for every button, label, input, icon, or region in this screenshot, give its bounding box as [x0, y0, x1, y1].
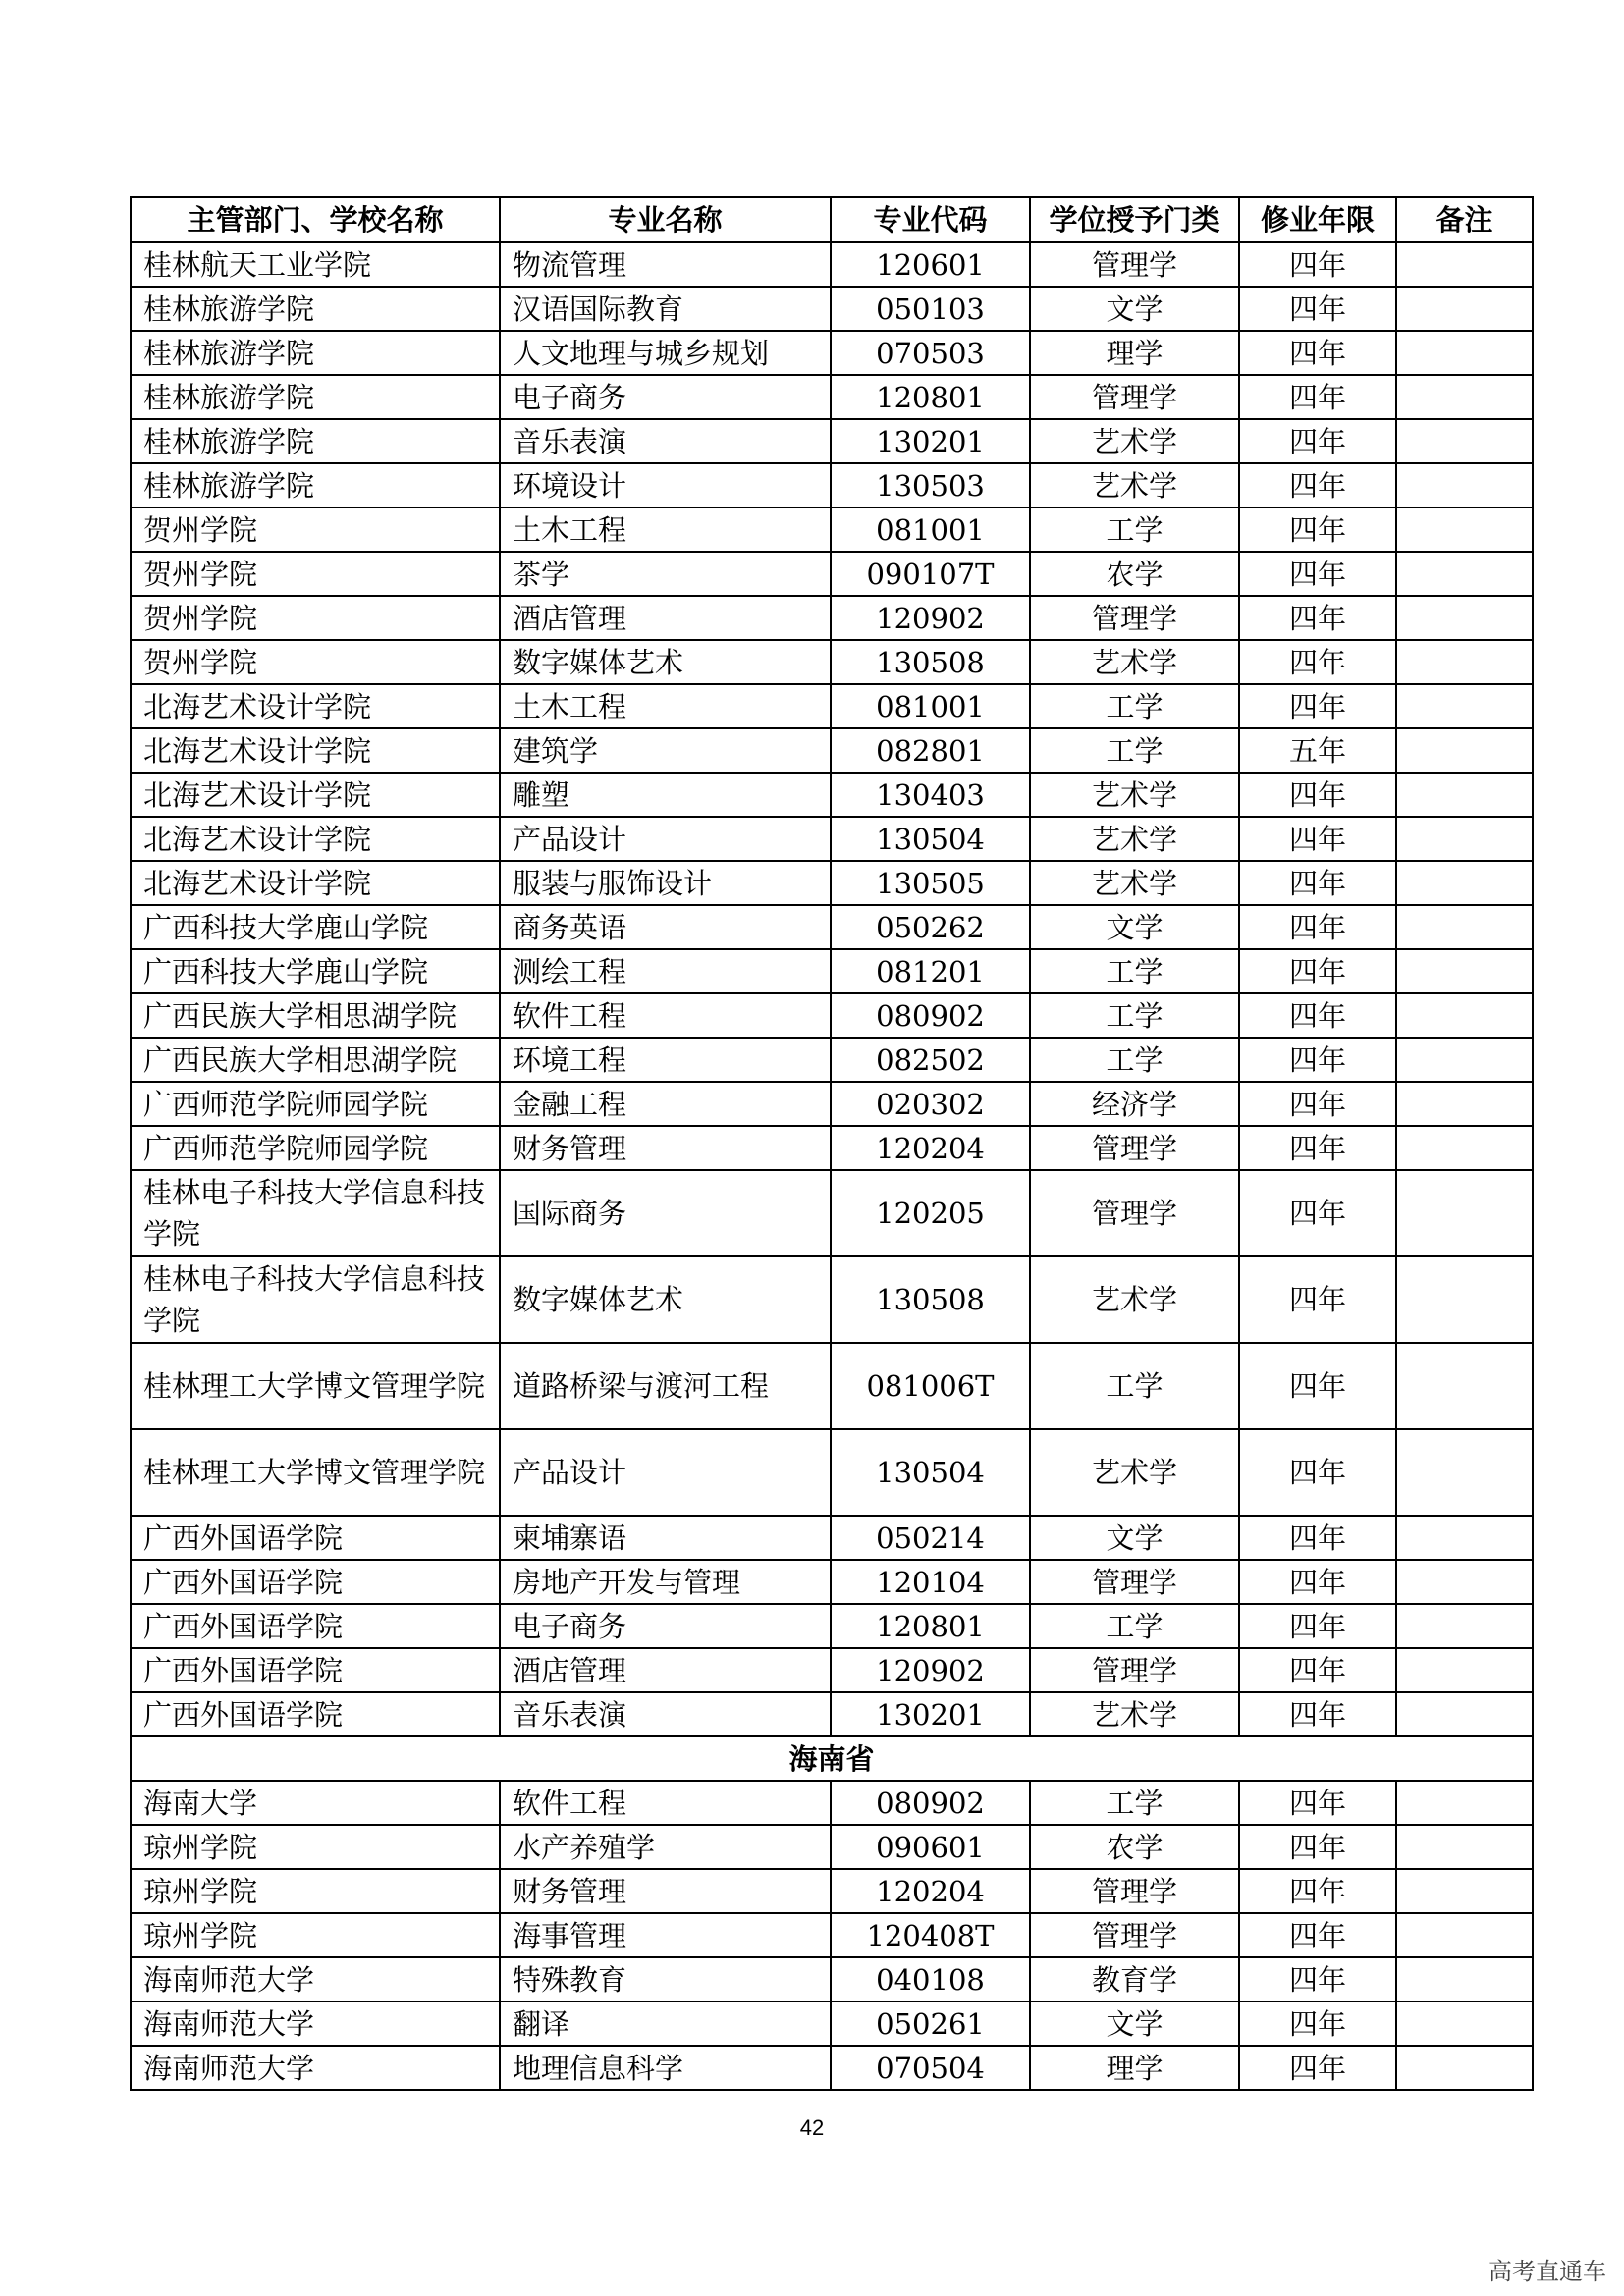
degree-cell: 管理学: [1030, 1648, 1239, 1692]
years-cell: 四年: [1239, 552, 1396, 596]
note-cell: [1396, 507, 1533, 552]
major-cell: 数字媒体艺术: [500, 640, 831, 684]
note-cell: [1396, 1082, 1533, 1126]
note-cell: [1396, 287, 1533, 331]
table-row: [131, 463, 1533, 507]
school-cell: 广西科技大学鹿山学院: [131, 905, 500, 949]
major-cell: 财务管理: [500, 1869, 831, 1913]
years-cell: 四年: [1239, 684, 1396, 728]
years-cell: 四年: [1239, 596, 1396, 640]
school-cell: 北海艺术设计学院: [131, 773, 500, 817]
major-cell: 服装与服饰设计: [500, 861, 831, 905]
table-row: [131, 1869, 1533, 1913]
school-cell: 广西科技大学鹿山学院: [131, 949, 500, 993]
years-cell: 四年: [1239, 1913, 1396, 1957]
major-cell: 国际商务: [500, 1170, 831, 1256]
note-cell: [1396, 1429, 1533, 1516]
major-cell: 电子商务: [500, 375, 831, 419]
code-cell: 050214: [831, 1516, 1030, 1560]
major-cell: 软件工程: [500, 993, 831, 1038]
school-cell: 广西外国语学院: [131, 1560, 500, 1604]
table-row: [131, 507, 1533, 552]
school-cell: 广西外国语学院: [131, 1692, 500, 1736]
major-cell: 金融工程: [500, 1082, 831, 1126]
degree-cell: 文学: [1030, 2002, 1239, 2046]
school-cell: 海南师范大学: [131, 1957, 500, 2002]
years-cell: 四年: [1239, 1038, 1396, 1082]
major-cell: 人文地理与城乡规划: [500, 331, 831, 375]
degree-cell: 经济学: [1030, 1082, 1239, 1126]
school-cell: 广西民族大学相思湖学院: [131, 1038, 500, 1082]
school-cell: 北海艺术设计学院: [131, 684, 500, 728]
years-cell: 四年: [1239, 1869, 1396, 1913]
major-cell: 数字媒体艺术: [500, 1256, 831, 1343]
table-row: [131, 1126, 1533, 1170]
years-cell: 四年: [1239, 861, 1396, 905]
major-cell: 雕塑: [500, 773, 831, 817]
header-degree: 学位授予门类: [1030, 197, 1239, 242]
school-cell: 贺州学院: [131, 552, 500, 596]
degree-cell: 管理学: [1030, 1170, 1239, 1256]
table-row: [131, 2002, 1533, 2046]
years-cell: 四年: [1239, 1692, 1396, 1736]
table-row: [131, 684, 1533, 728]
note-cell: [1396, 773, 1533, 817]
table-row: [131, 993, 1533, 1038]
table-row: [131, 949, 1533, 993]
major-cell: 水产养殖学: [500, 1825, 831, 1869]
degree-cell: 工学: [1030, 993, 1239, 1038]
note-cell: [1396, 331, 1533, 375]
school-cell: 琼州学院: [131, 1825, 500, 1869]
school-cell: 贺州学院: [131, 596, 500, 640]
major-cell: 地理信息科学: [500, 2046, 831, 2090]
table-row: [131, 861, 1533, 905]
code-cell: 120801: [831, 1604, 1030, 1648]
years-cell: 四年: [1239, 2002, 1396, 2046]
note-cell: [1396, 1170, 1533, 1256]
school-cell: 广西民族大学相思湖学院: [131, 993, 500, 1038]
major-cell: 产品设计: [500, 817, 831, 861]
table-row: [131, 419, 1533, 463]
major-cell: 财务管理: [500, 1126, 831, 1170]
header-major: 专业名称: [500, 197, 831, 242]
years-cell: 四年: [1239, 1781, 1396, 1825]
header-row: [131, 197, 1533, 242]
table-row: [131, 1648, 1533, 1692]
degree-cell: 艺术学: [1030, 1692, 1239, 1736]
note-cell: [1396, 419, 1533, 463]
note-cell: [1396, 640, 1533, 684]
degree-cell: 农学: [1030, 1825, 1239, 1869]
table-row: [131, 287, 1533, 331]
years-cell: 四年: [1239, 640, 1396, 684]
code-cell: 081201: [831, 949, 1030, 993]
degree-cell: 工学: [1030, 1781, 1239, 1825]
major-cell: 电子商务: [500, 1604, 831, 1648]
school-cell: 广西外国语学院: [131, 1648, 500, 1692]
table-row: [131, 817, 1533, 861]
school-cell: 琼州学院: [131, 1913, 500, 1957]
table-row: [131, 728, 1533, 773]
school-cell: 桂林旅游学院: [131, 331, 500, 375]
code-cell: 120601: [831, 242, 1030, 287]
code-cell: 130505: [831, 861, 1030, 905]
school-cell: 桂林理工大学博文管理学院: [131, 1429, 500, 1516]
years-cell: 四年: [1239, 993, 1396, 1038]
table-row: [131, 2046, 1533, 2090]
major-cell: 海事管理: [500, 1913, 831, 1957]
degree-cell: 管理学: [1030, 242, 1239, 287]
major-cell: 土木工程: [500, 507, 831, 552]
note-cell: [1396, 242, 1533, 287]
major-cell: 软件工程: [500, 1781, 831, 1825]
degree-cell: 工学: [1030, 1038, 1239, 1082]
code-cell: 050261: [831, 2002, 1030, 2046]
major-cell: 测绘工程: [500, 949, 831, 993]
code-cell: 090107T: [831, 552, 1030, 596]
code-cell: 130508: [831, 1256, 1030, 1343]
years-cell: 四年: [1239, 375, 1396, 419]
table-row: [131, 1825, 1533, 1869]
note-cell: [1396, 552, 1533, 596]
school-cell: 桂林旅游学院: [131, 375, 500, 419]
note-cell: [1396, 1648, 1533, 1692]
school-cell: 贺州学院: [131, 640, 500, 684]
school-cell: 海南师范大学: [131, 2046, 500, 2090]
note-cell: [1396, 1560, 1533, 1604]
note-cell: [1396, 1913, 1533, 1957]
degree-cell: 文学: [1030, 287, 1239, 331]
years-cell: 五年: [1239, 728, 1396, 773]
note-cell: [1396, 684, 1533, 728]
major-cell: 房地产开发与管理: [500, 1560, 831, 1604]
school-cell: 北海艺术设计学院: [131, 861, 500, 905]
code-cell: 130201: [831, 419, 1030, 463]
degree-cell: 艺术学: [1030, 773, 1239, 817]
header-years: 修业年限: [1239, 197, 1396, 242]
years-cell: 四年: [1239, 331, 1396, 375]
code-cell: 050262: [831, 905, 1030, 949]
note-cell: [1396, 1038, 1533, 1082]
years-cell: 四年: [1239, 1256, 1396, 1343]
table-row: [131, 1781, 1533, 1825]
years-cell: 四年: [1239, 1516, 1396, 1560]
header-school: 主管部门、学校名称: [131, 197, 500, 242]
table-row: [131, 1560, 1533, 1604]
major-cell: 特殊教育: [500, 1957, 831, 2002]
code-cell: 130504: [831, 817, 1030, 861]
table-row: [131, 1343, 1533, 1429]
major-cell: 音乐表演: [500, 419, 831, 463]
code-cell: 070504: [831, 2046, 1030, 2090]
header-note: 备注: [1396, 197, 1533, 242]
code-cell: 120104: [831, 1560, 1030, 1604]
school-cell: 桂林旅游学院: [131, 463, 500, 507]
degree-cell: 工学: [1030, 949, 1239, 993]
degree-cell: 管理学: [1030, 375, 1239, 419]
note-cell: [1396, 375, 1533, 419]
years-cell: 四年: [1239, 1957, 1396, 2002]
note-cell: [1396, 1781, 1533, 1825]
table-row: [131, 596, 1533, 640]
major-cell: 柬埔寨语: [500, 1516, 831, 1560]
note-cell: [1396, 817, 1533, 861]
major-cell: 道路桥梁与渡河工程: [500, 1343, 831, 1429]
degree-cell: 艺术学: [1030, 817, 1239, 861]
code-cell: 130403: [831, 773, 1030, 817]
code-cell: 081001: [831, 684, 1030, 728]
years-cell: 四年: [1239, 1082, 1396, 1126]
code-cell: 120408T: [831, 1913, 1030, 1957]
major-cell: 音乐表演: [500, 1692, 831, 1736]
note-cell: [1396, 1126, 1533, 1170]
school-cell: 桂林电子科技大学信息科技学院: [131, 1170, 500, 1256]
code-cell: 120801: [831, 375, 1030, 419]
major-cell: 酒店管理: [500, 596, 831, 640]
degree-cell: 艺术学: [1030, 1256, 1239, 1343]
years-cell: 四年: [1239, 905, 1396, 949]
table-row: [131, 773, 1533, 817]
years-cell: 四年: [1239, 463, 1396, 507]
code-cell: 120205: [831, 1170, 1030, 1256]
table-row: [131, 1516, 1533, 1560]
school-cell: 广西外国语学院: [131, 1604, 500, 1648]
note-cell: [1396, 1256, 1533, 1343]
code-cell: 120204: [831, 1126, 1030, 1170]
years-cell: 四年: [1239, 2046, 1396, 2090]
degree-cell: 管理学: [1030, 1913, 1239, 1957]
note-cell: [1396, 993, 1533, 1038]
years-cell: 四年: [1239, 1560, 1396, 1604]
table-row: [131, 375, 1533, 419]
header-code: 专业代码: [831, 197, 1030, 242]
degree-cell: 艺术学: [1030, 419, 1239, 463]
years-cell: 四年: [1239, 1170, 1396, 1256]
table-row: [131, 331, 1533, 375]
years-cell: 四年: [1239, 1604, 1396, 1648]
table-row: [131, 1429, 1533, 1516]
code-cell: 090601: [831, 1825, 1030, 1869]
code-cell: 081006T: [831, 1343, 1030, 1429]
degree-cell: 工学: [1030, 1343, 1239, 1429]
degree-cell: 管理学: [1030, 1126, 1239, 1170]
major-cell: 翻译: [500, 2002, 831, 2046]
table-row: [131, 905, 1533, 949]
school-cell: 海南大学: [131, 1781, 500, 1825]
table-row: [131, 242, 1533, 287]
section-title: 海南省: [131, 1736, 1533, 1781]
degree-cell: 理学: [1030, 331, 1239, 375]
note-cell: [1396, 1825, 1533, 1869]
code-cell: 020302: [831, 1082, 1030, 1126]
major-cell: 环境工程: [500, 1038, 831, 1082]
degree-cell: 管理学: [1030, 1869, 1239, 1913]
major-cell: 产品设计: [500, 1429, 831, 1516]
degree-cell: 农学: [1030, 552, 1239, 596]
table-row: [131, 1082, 1533, 1126]
degree-cell: 理学: [1030, 2046, 1239, 2090]
years-cell: 四年: [1239, 817, 1396, 861]
major-cell: 物流管理: [500, 242, 831, 287]
years-cell: 四年: [1239, 1126, 1396, 1170]
degree-cell: 艺术学: [1030, 1429, 1239, 1516]
table-row: [131, 1170, 1533, 1256]
school-cell: 贺州学院: [131, 507, 500, 552]
code-cell: 070503: [831, 331, 1030, 375]
degree-cell: 艺术学: [1030, 463, 1239, 507]
code-cell: 082801: [831, 728, 1030, 773]
note-cell: [1396, 949, 1533, 993]
note-cell: [1396, 1516, 1533, 1560]
years-cell: 四年: [1239, 419, 1396, 463]
degree-cell: 文学: [1030, 1516, 1239, 1560]
note-cell: [1396, 1869, 1533, 1913]
note-cell: [1396, 1957, 1533, 2002]
school-cell: 桂林电子科技大学信息科技学院: [131, 1256, 500, 1343]
note-cell: [1396, 1343, 1533, 1429]
years-cell: 四年: [1239, 949, 1396, 993]
note-cell: [1396, 2046, 1533, 2090]
code-cell: 050103: [831, 287, 1030, 331]
code-cell: 130201: [831, 1692, 1030, 1736]
code-cell: 040108: [831, 1957, 1030, 2002]
note-cell: [1396, 596, 1533, 640]
degree-cell: 艺术学: [1030, 861, 1239, 905]
major-cell: 建筑学: [500, 728, 831, 773]
years-cell: 四年: [1239, 1429, 1396, 1516]
major-cell: 环境设计: [500, 463, 831, 507]
major-cell: 土木工程: [500, 684, 831, 728]
degree-cell: 工学: [1030, 728, 1239, 773]
table-row: [131, 1604, 1533, 1648]
major-cell: 汉语国际教育: [500, 287, 831, 331]
school-cell: 桂林旅游学院: [131, 419, 500, 463]
degree-cell: 工学: [1030, 507, 1239, 552]
school-cell: 海南师范大学: [131, 2002, 500, 2046]
degree-cell: 工学: [1030, 1604, 1239, 1648]
school-cell: 桂林理工大学博文管理学院: [131, 1343, 500, 1429]
school-cell: 广西外国语学院: [131, 1516, 500, 1560]
school-cell: 广西师范学院师园学院: [131, 1126, 500, 1170]
note-cell: [1396, 905, 1533, 949]
code-cell: 120204: [831, 1869, 1030, 1913]
years-cell: 四年: [1239, 507, 1396, 552]
note-cell: [1396, 861, 1533, 905]
code-cell: 080902: [831, 993, 1030, 1038]
school-cell: 琼州学院: [131, 1869, 500, 1913]
table-row: [131, 1692, 1533, 1736]
note-cell: [1396, 728, 1533, 773]
code-cell: 130508: [831, 640, 1030, 684]
code-cell: 120902: [831, 1648, 1030, 1692]
code-cell: 130504: [831, 1429, 1030, 1516]
years-cell: 四年: [1239, 287, 1396, 331]
years-cell: 四年: [1239, 773, 1396, 817]
table-row: [131, 640, 1533, 684]
major-cell: 茶学: [500, 552, 831, 596]
code-cell: 082502: [831, 1038, 1030, 1082]
degree-cell: 管理学: [1030, 596, 1239, 640]
years-cell: 四年: [1239, 1343, 1396, 1429]
note-cell: [1396, 1692, 1533, 1736]
major-cell: 酒店管理: [500, 1648, 831, 1692]
table-row: [131, 1256, 1533, 1343]
school-cell: 广西师范学院师园学院: [131, 1082, 500, 1126]
section-row: [131, 1736, 1533, 1781]
degree-cell: 艺术学: [1030, 640, 1239, 684]
watermark-text: 高考直通车: [1489, 2258, 1606, 2285]
majors-table: [130, 196, 1534, 2091]
table-body: [131, 242, 1533, 2090]
code-cell: 120902: [831, 596, 1030, 640]
degree-cell: 管理学: [1030, 1560, 1239, 1604]
note-cell: [1396, 2002, 1533, 2046]
school-cell: 桂林旅游学院: [131, 287, 500, 331]
major-cell: 商务英语: [500, 905, 831, 949]
years-cell: 四年: [1239, 1825, 1396, 1869]
degree-cell: 文学: [1030, 905, 1239, 949]
school-cell: 北海艺术设计学院: [131, 728, 500, 773]
page-number: 42: [799, 2115, 825, 2140]
school-cell: 北海艺术设计学院: [131, 817, 500, 861]
school-cell: 桂林航天工业学院: [131, 242, 500, 287]
table-row: [131, 1913, 1533, 1957]
note-cell: [1396, 463, 1533, 507]
degree-cell: 教育学: [1030, 1957, 1239, 2002]
table-row: [131, 552, 1533, 596]
years-cell: 四年: [1239, 242, 1396, 287]
code-cell: 080902: [831, 1781, 1030, 1825]
code-cell: 130503: [831, 463, 1030, 507]
table-row: [131, 1957, 1533, 2002]
degree-cell: 工学: [1030, 684, 1239, 728]
table-row: [131, 1038, 1533, 1082]
years-cell: 四年: [1239, 1648, 1396, 1692]
code-cell: 081001: [831, 507, 1030, 552]
note-cell: [1396, 1604, 1533, 1648]
